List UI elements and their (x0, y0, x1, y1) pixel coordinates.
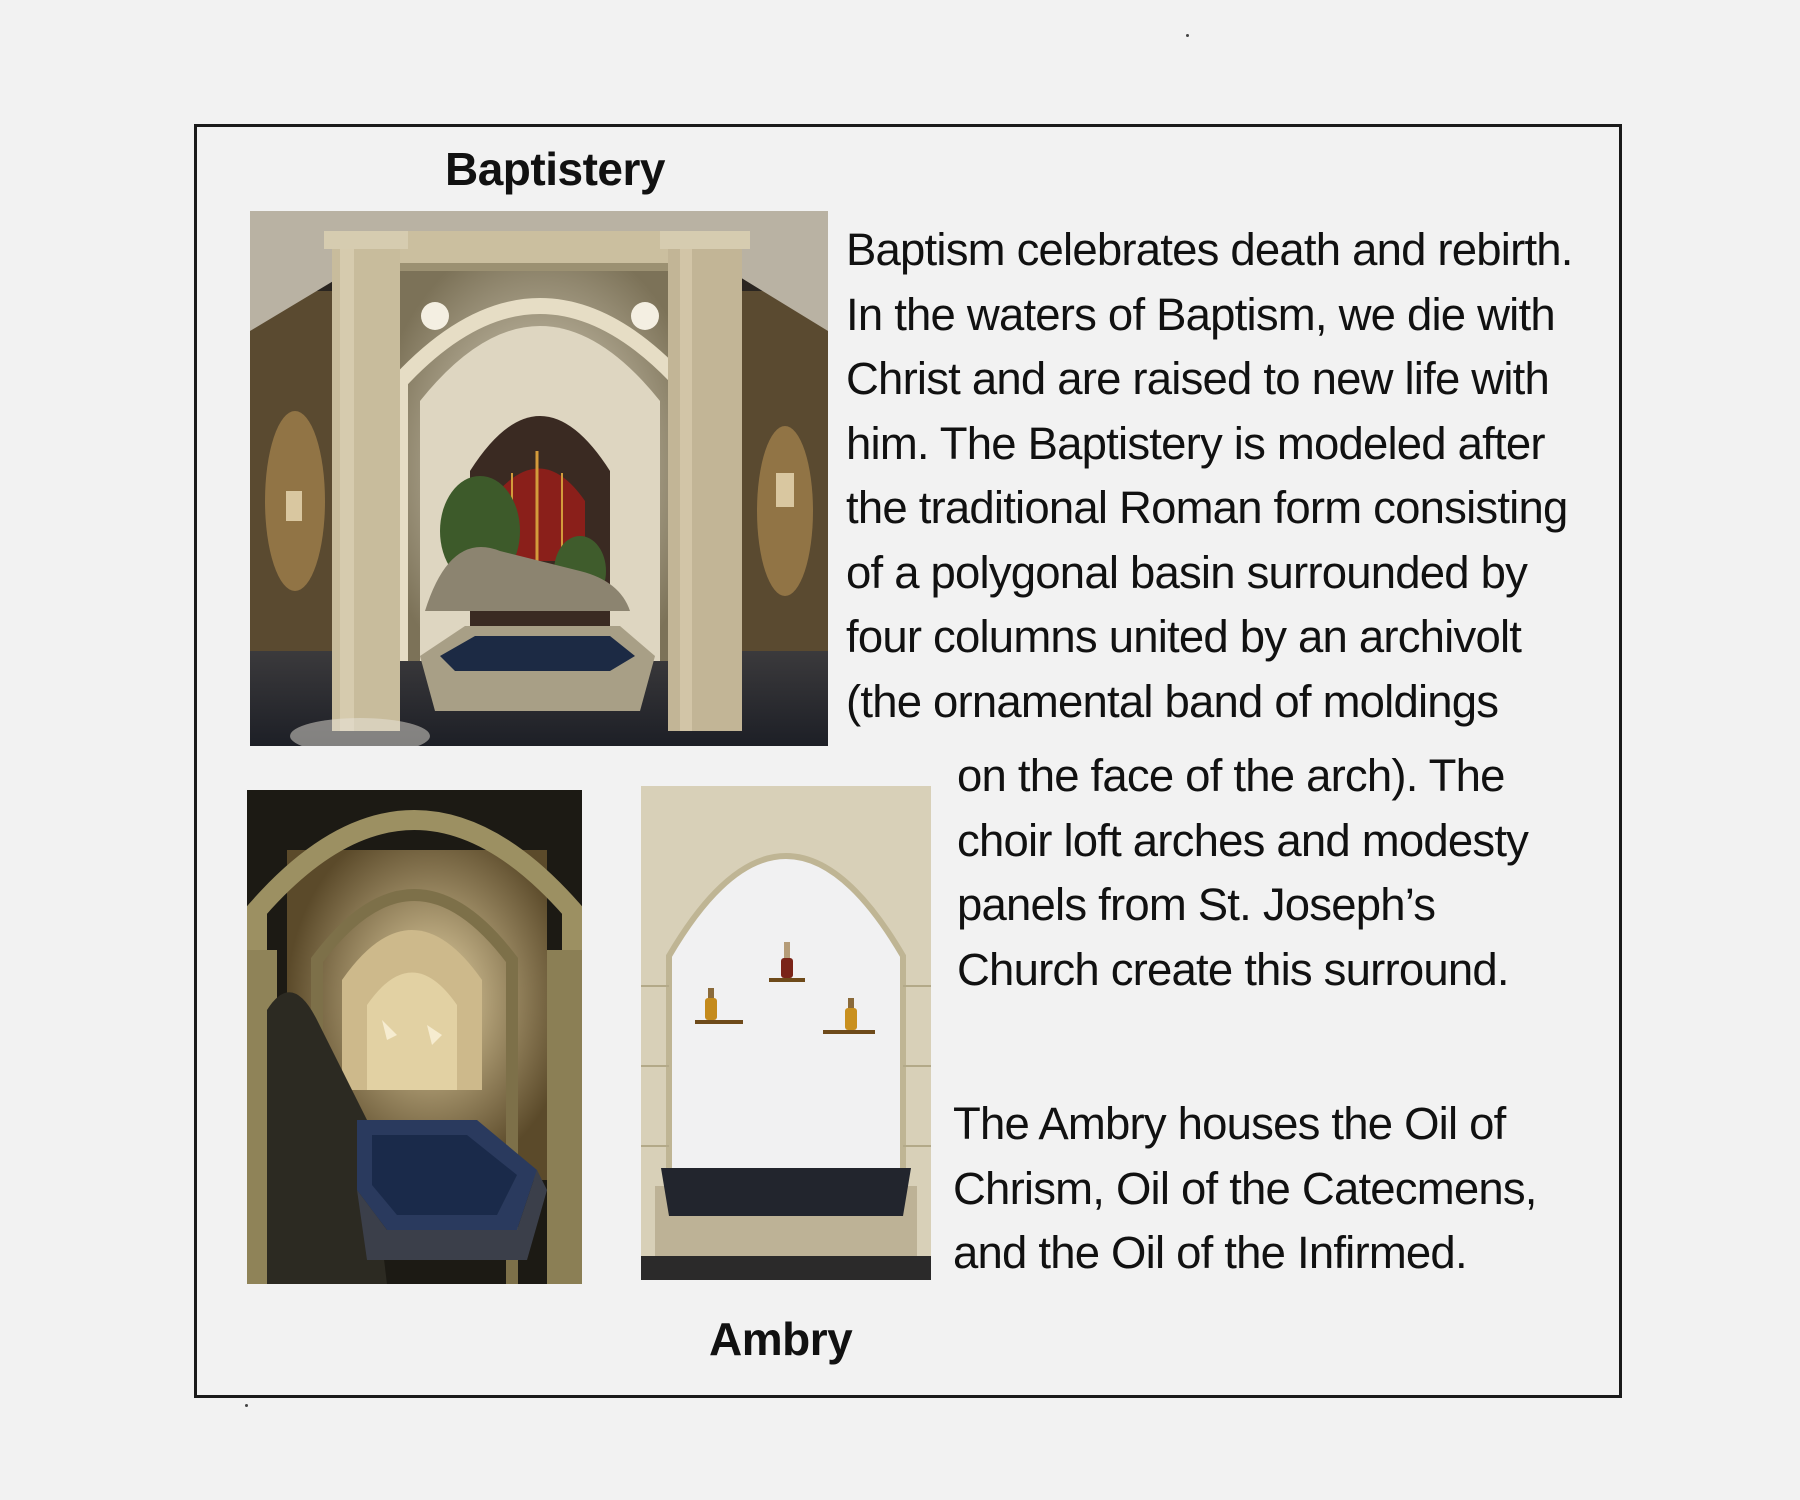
paragraph-line: Christ and are raised to new life with (846, 353, 1549, 404)
ambry-paragraph (953, 1092, 1537, 1286)
paragraph-line: him. The Baptistery is modeled after (846, 417, 1545, 469)
paragraph-line: (the ornamental band of moldings (846, 675, 1499, 727)
surround-paragraph (957, 744, 1528, 1002)
paragraph-line: panels from St. Joseph’s (957, 879, 1436, 930)
baptismal-font-photo (247, 790, 582, 1284)
baptism-paragraph (846, 218, 1573, 734)
paragraph-line: four columns united by an archivolt (846, 611, 1522, 662)
paragraph-line: the traditional Roman form consisting (846, 482, 1568, 533)
paragraph-line: of a polygonal basin surrounded by (846, 546, 1528, 598)
ambry-niche-photo (641, 786, 931, 1280)
scan-speck (1186, 34, 1189, 37)
paragraph-line: Church create this surround. (957, 943, 1509, 995)
paragraph-line: on the face of the arch). The (957, 750, 1505, 801)
paragraph-line: The Ambry houses the Oil of (953, 1098, 1506, 1149)
ambry-heading: Ambry (709, 1313, 853, 1365)
paragraph-line: Chrism, Oil of the Catecmens, (953, 1162, 1537, 1214)
paragraph-line: and the Oil of the Infirmed. (953, 1227, 1467, 1278)
paragraph-line: Baptism celebrates death and rebirth. (846, 224, 1573, 275)
paragraph-line: In the waters of Baptism, we die with (846, 288, 1555, 340)
baptistery-heading: Baptistery (445, 143, 665, 195)
paragraph-line: choir loft arches and modesty (957, 814, 1529, 866)
baptistery-arch-photo (250, 211, 828, 746)
scan-speck (245, 1404, 248, 1407)
